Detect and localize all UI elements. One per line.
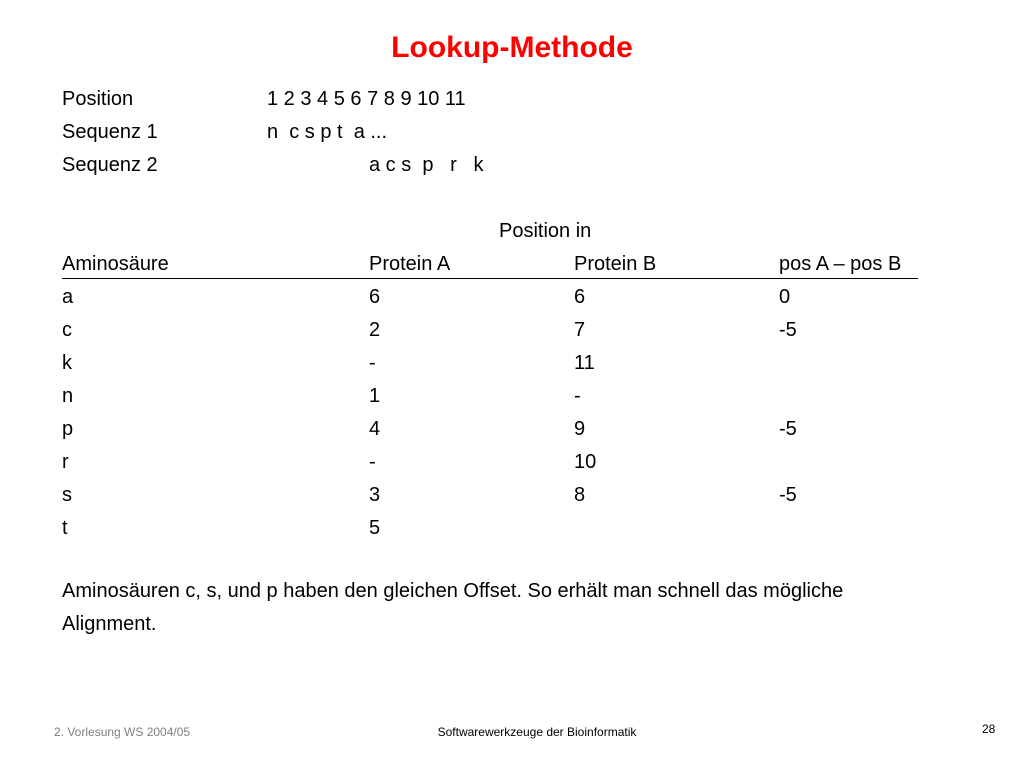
table-cell: r — [62, 451, 69, 473]
table-cell: s — [62, 484, 72, 506]
position-label: Position — [62, 88, 134, 110]
table-group-header: Position in — [499, 220, 592, 242]
table-cell: t — [62, 517, 68, 539]
table-cell: p — [62, 418, 74, 440]
page-number: 28 — [982, 722, 996, 736]
footer-lecture: 2. Vorlesung WS 2004/05 — [54, 725, 191, 739]
table-cell: a — [62, 286, 74, 308]
table-cell: -5 — [779, 319, 797, 341]
table-cell: 0 — [779, 286, 791, 308]
table-cell: 4 — [369, 418, 381, 440]
table-cell: 8 — [574, 484, 586, 506]
sequence1-values: n c s p t a ... — [267, 121, 388, 143]
sequence2-values: a c s p r k — [369, 154, 484, 176]
table-cell: -5 — [779, 418, 797, 440]
table-cell: 6 — [369, 286, 381, 308]
table-cell: k — [62, 352, 72, 374]
table-cell: c — [62, 319, 72, 341]
sequence2-label: Sequenz 2 — [62, 154, 158, 176]
table-cell: 6 — [574, 286, 586, 308]
table-cell: - — [369, 352, 376, 374]
table-cell: 9 — [574, 418, 586, 440]
table-cell: 1 — [369, 385, 381, 407]
column-header-protein-a: Protein A — [369, 253, 451, 275]
position-values: 1 2 3 4 5 6 7 8 9 10 11 — [267, 88, 466, 110]
table-cell: 11 — [574, 352, 595, 374]
slide-title: Lookup-Methode — [391, 31, 633, 64]
table-cell: 2 — [369, 319, 381, 341]
header-underline — [62, 278, 918, 279]
table-cell: 5 — [369, 517, 381, 539]
column-header-offset: pos A – pos B — [779, 253, 902, 275]
column-header-protein-b: Protein B — [574, 253, 657, 275]
column-header-aminoacid: Aminosäure — [62, 253, 169, 275]
table-cell: -5 — [779, 484, 797, 506]
conclusion-line-2: Alignment. — [62, 613, 157, 635]
sequence1-label: Sequenz 1 — [62, 121, 158, 143]
conclusion-line-1: Aminosäuren c, s, und p haben den gleichen Offset. So erhält man schnell das mögliche — [62, 580, 844, 602]
table-cell: n — [62, 385, 74, 407]
table-cell: - — [369, 451, 376, 473]
footer-course: Softwarewerkzeuge der Bioinformatik — [437, 725, 637, 739]
table-cell: 7 — [574, 319, 586, 341]
table-cell: 3 — [369, 484, 381, 506]
table-cell: 10 — [574, 451, 597, 473]
table-cell: - — [574, 385, 581, 407]
